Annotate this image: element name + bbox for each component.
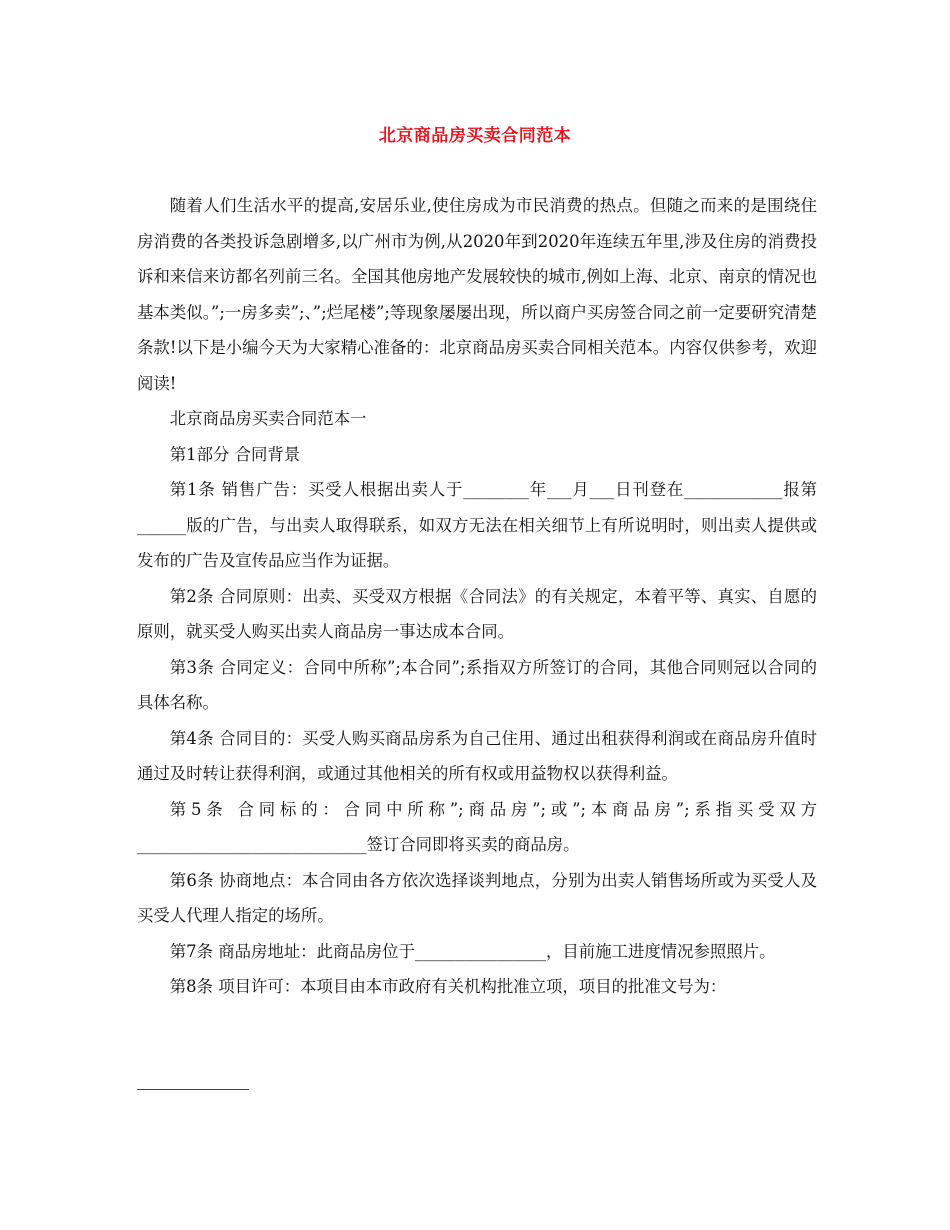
article-4: 第4条 合同目的：买受人购买商品房系为自己住用、通过出租获得利润或在商品房升值时通过及时转让获得利润，或通过其他相关的所有权或用益物权以获得利益。: [137, 728, 817, 783]
article-8: 第8条 项目许可：本项目由本市政府有关机构批准立项，项目的批准文号为：: [169, 977, 727, 996]
document-title: 北京商品房买卖合同范本: [378, 126, 572, 146]
article-3: 第3条 合同定义：合同中所称”;本合同”;系指双方所签订的合同，其他合同则冠以合同的具体名称。: [137, 657, 817, 712]
article-5: 第5条 合同标的：合同中所称”;商品房”;或”;本商品房”;系指买受双方____________________________签订合同即将买卖的商品房。: [137, 799, 817, 854]
article-7: 第7条 商品房地址：此商品房位于________________，目前施工进度情况参照照片。: [169, 941, 776, 961]
intro-paragraph: 随着人们生活水平的提高,安居乐业,使住房成为市民消费的热点。但随之而来的是围绕住房消费的各类投诉急剧增多,以广州市为例,从2020年到2020年连续五年里,涉及住房的消费投诉和来信来访都名列前三名。全国其他房地产发展较快的城市,例如上海、北京、南京的情况也基本类似。”;一房多卖”;、”;烂尾楼”;等现象屡屡出现，所以商户买房签合同之前一定要研究清楚条款!以下是小编今天为大家精心准备的：北京商品房买卖合同相关范本。内容仅供参考，欢迎阅读!: [137, 196, 817, 393]
article-6: 第6条 协商地点：本合同由各方依次选择谈判地点，分别为出卖人销售场所或为买受人及买受人代理人指定的场所。: [137, 870, 817, 925]
section-heading: 北京商品房买卖合同范本一: [169, 409, 367, 428]
document-body: [137, 188, 817, 1005]
article-1: 第1条 销售广告：买受人根据出卖人于________年___月___日刊登在____________报第______版的广告，与出卖人取得联系，如双方无法在相关细节上有所说明时，则出卖人提供或发布的广告及宣传品应当作为证据。: [137, 480, 817, 570]
article-2: 第2条 合同原则：出卖、买受双方根据《合同法》的有关规定，本着平等、真实、自愿的原则，就买受人购买出卖人商品房一事达成本合同。: [137, 586, 817, 641]
part-heading: 第1部分 合同背景: [169, 444, 301, 464]
blank-underline: [137, 1089, 249, 1090]
